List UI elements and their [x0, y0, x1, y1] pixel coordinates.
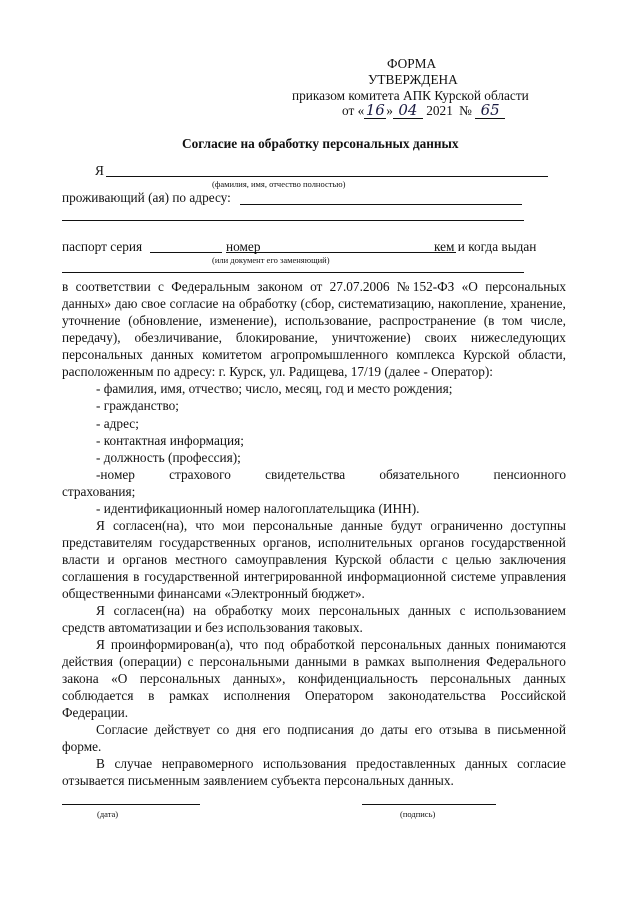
word: информационной [347, 569, 447, 584]
word: рамках [169, 688, 209, 703]
order-date-line: от «16» 04 2021 № 65 [342, 103, 505, 119]
order-number: 65 [475, 103, 505, 119]
body-line: общественными финансами «Электронный бюджет». [62, 586, 365, 601]
word: комплекса [396, 347, 455, 362]
word: даю [114, 296, 138, 311]
word: в [484, 722, 491, 737]
word: хранение, [510, 296, 566, 311]
word: государственной [471, 535, 566, 550]
word: данные [341, 518, 383, 533]
word: исполнительных [317, 535, 413, 550]
word: неправомерного [161, 756, 254, 771]
form-label: ФОРМА [387, 56, 437, 71]
date-caption: (дата) [97, 809, 119, 819]
word: уничтожение) [331, 330, 411, 345]
word: передачу), [62, 330, 121, 345]
word: соглашения [62, 569, 129, 584]
word: со [216, 722, 230, 737]
body-line [96, 518, 566, 533]
word: рамках [365, 654, 406, 669]
word: что [195, 518, 215, 533]
word: Курской [334, 552, 382, 567]
word: Федерального [486, 654, 566, 669]
word: № 152-ФЗ [396, 279, 455, 294]
body-line [62, 654, 566, 669]
word: изменение), [209, 313, 278, 328]
word: страхового [169, 467, 231, 482]
word: мои [222, 518, 245, 533]
address-field[interactable] [240, 204, 522, 205]
word: случае [114, 756, 153, 771]
word: даты [380, 722, 408, 737]
word: Я [96, 603, 105, 618]
list-item: - адрес; [96, 416, 139, 431]
word: ограниченно [430, 518, 503, 533]
word: своих [424, 330, 458, 345]
passport-number-label: номер [226, 239, 261, 254]
word: на [222, 296, 236, 311]
word: накопление, [437, 296, 507, 311]
word: органов, [262, 535, 311, 550]
word: обработку [238, 296, 297, 311]
word: в [148, 688, 155, 703]
ya-label: Я [95, 163, 104, 178]
word: с [187, 654, 194, 669]
word: данных [523, 671, 566, 686]
word: конфиденциальность [297, 671, 418, 686]
word: с [158, 279, 164, 294]
word: в [62, 279, 69, 294]
body-line [96, 603, 566, 618]
word: согласие [517, 756, 566, 771]
word: исполнения [223, 688, 291, 703]
word: 27.07.2006 [329, 279, 390, 294]
word: систематизацию, [338, 296, 435, 311]
word: обработку [214, 603, 273, 618]
body-line [96, 756, 566, 771]
fio-field[interactable] [106, 176, 548, 177]
word: местного [175, 552, 228, 567]
word: данных [408, 603, 451, 618]
order-month: 04 [393, 103, 423, 119]
word: обработкой [290, 637, 355, 652]
word: законом [257, 279, 303, 294]
list-item: - идентификационный номер налогоплательщика (ИНН). [96, 501, 420, 516]
body-line: форме. [62, 739, 102, 754]
word: использования [263, 756, 347, 771]
word: действует [154, 722, 211, 737]
body-line [62, 347, 566, 362]
word: органов [419, 535, 465, 550]
word: государственной [144, 569, 240, 584]
passport-series-field[interactable] [150, 252, 222, 253]
word: под [264, 637, 285, 652]
approved-label: УТВЕРЖДЕНА [368, 72, 458, 87]
word: персональных [430, 671, 511, 686]
word: органов [122, 552, 168, 567]
signature-field[interactable] [362, 804, 496, 805]
word: агропромышленного [270, 347, 388, 362]
word: управления [500, 569, 566, 584]
word: нижеследующих [470, 330, 566, 345]
body-line [62, 313, 566, 328]
word: системе [450, 569, 496, 584]
word: с [441, 552, 448, 567]
word: пенсионного [493, 467, 566, 482]
word: будут [390, 518, 423, 533]
body-line: отзывается письменным заявлением субъекта персональных данных. [62, 773, 454, 788]
body-line [62, 552, 566, 567]
word: блокирование, [235, 330, 318, 345]
word: Российской [500, 688, 566, 703]
word: персональных [360, 637, 442, 652]
word: (в [483, 313, 495, 328]
word: выполнения [411, 654, 480, 669]
word: в [352, 654, 360, 669]
fio-caption: (фамилия, имя, отчество полностью) [212, 179, 346, 189]
word: (операции) [119, 654, 182, 669]
passport-series-label: паспорт серия [62, 239, 143, 254]
word: предоставленных [356, 756, 456, 771]
address-field-line2[interactable] [62, 220, 524, 221]
word: его [262, 722, 281, 737]
word: числе, [530, 313, 566, 328]
document-title: Согласие на обработку персональных данных [182, 136, 459, 151]
body-line: Федерации. [62, 705, 129, 720]
word: подписания [287, 722, 354, 737]
order-day: 16 [365, 101, 385, 119]
word: согласие [169, 296, 219, 311]
word: представителям [62, 535, 153, 550]
word: согласен(на), [113, 518, 188, 533]
word: до [360, 722, 375, 737]
word: закона [62, 671, 99, 686]
word: заключения [499, 552, 566, 567]
body-line: средств автоматизации и без использования таковых. [62, 620, 363, 635]
issued-by-label: кем и когда выдан [434, 239, 537, 254]
word: Я [96, 518, 105, 533]
word: обязательного [379, 467, 460, 482]
word: использование, [284, 313, 372, 328]
word: дня [236, 722, 257, 737]
word: с [459, 603, 466, 618]
order-line: приказом комитета АПК Курской области [292, 88, 529, 103]
word: обезличивание, [134, 330, 223, 345]
word: моих [281, 603, 311, 618]
word: государственных [159, 535, 256, 550]
word: персональных [319, 603, 400, 618]
word: уточнение [62, 313, 121, 328]
list-item: - фамилия, имя, отчество; число, месяц, год и место рождения; [96, 381, 453, 396]
word: от [310, 279, 323, 294]
word: согласен(на) [113, 603, 185, 618]
word: (сбор, [300, 296, 335, 311]
list-item: - контактная информация; [96, 433, 244, 448]
word: соблюдается [62, 688, 134, 703]
word: соответствии [75, 279, 151, 294]
word: его [414, 722, 433, 737]
list-item: - должность (профессия); [96, 450, 241, 465]
word: власти [62, 552, 100, 567]
word: свое [141, 296, 166, 311]
word: -номер [96, 467, 135, 482]
word: понимаются [495, 637, 566, 652]
word: законодательства [388, 688, 486, 703]
word: использованием [474, 603, 566, 618]
word: В [96, 756, 105, 771]
list-item: страхования; [62, 484, 136, 499]
word: целью [455, 552, 492, 567]
doc-caption: (или документ его заменяющий) [212, 255, 330, 265]
body-line [62, 535, 566, 550]
body-line [96, 722, 566, 737]
body-line [62, 279, 566, 294]
list-item: - гражданство; [96, 398, 179, 413]
word: персональными [199, 654, 290, 669]
word: персональные [252, 518, 333, 533]
word: проинформирован(а), [110, 637, 234, 652]
order-year: 2021 [426, 103, 453, 118]
body-line [62, 688, 566, 703]
word: персональных [139, 671, 221, 686]
word: данных» [62, 296, 112, 311]
word: что [239, 637, 259, 652]
word: области [389, 552, 434, 567]
word: данных [151, 347, 194, 362]
passport-number-field[interactable] [226, 252, 456, 253]
word: «О [111, 671, 128, 686]
date-field[interactable] [62, 804, 200, 805]
word: и [107, 552, 115, 567]
word: Федеральным [171, 279, 250, 294]
signature-caption: (подпись) [400, 809, 436, 819]
word: (обновление, [128, 313, 202, 328]
body-line [62, 296, 566, 311]
word: данных [465, 756, 508, 771]
word: Я [96, 637, 105, 652]
address-label: проживающий (ая) по адресу: [62, 190, 231, 205]
word: Курской [463, 347, 510, 362]
word: действия [62, 654, 114, 669]
word: Согласие [96, 722, 148, 737]
word: том [502, 313, 523, 328]
word: Оператором [305, 688, 374, 703]
word: комитетом [202, 347, 262, 362]
word: персональных [62, 347, 143, 362]
word: доступны [510, 518, 566, 533]
word: интегрированной [243, 569, 343, 584]
body-line: расположенным по адресу: г. Курск, ул. Радищева, 17/19 (далее - Оператор): [62, 364, 493, 379]
body-line [62, 569, 566, 584]
word: в [133, 569, 140, 584]
word: распространение [379, 313, 476, 328]
word: свидетельства [265, 467, 346, 482]
body-line [62, 330, 566, 345]
word: самоуправления [235, 552, 327, 567]
word: области, [518, 347, 566, 362]
word: письменной [497, 722, 566, 737]
word: отзыва [439, 722, 478, 737]
word: персональных [485, 279, 566, 294]
word: данных», [232, 671, 286, 686]
list-item [96, 467, 566, 482]
issued-by-field[interactable] [62, 272, 524, 273]
body-line [96, 637, 566, 652]
word: на [193, 603, 207, 618]
body-line [62, 671, 566, 686]
word: данными [295, 654, 347, 669]
word: «О [461, 279, 478, 294]
word: данных [447, 637, 491, 652]
